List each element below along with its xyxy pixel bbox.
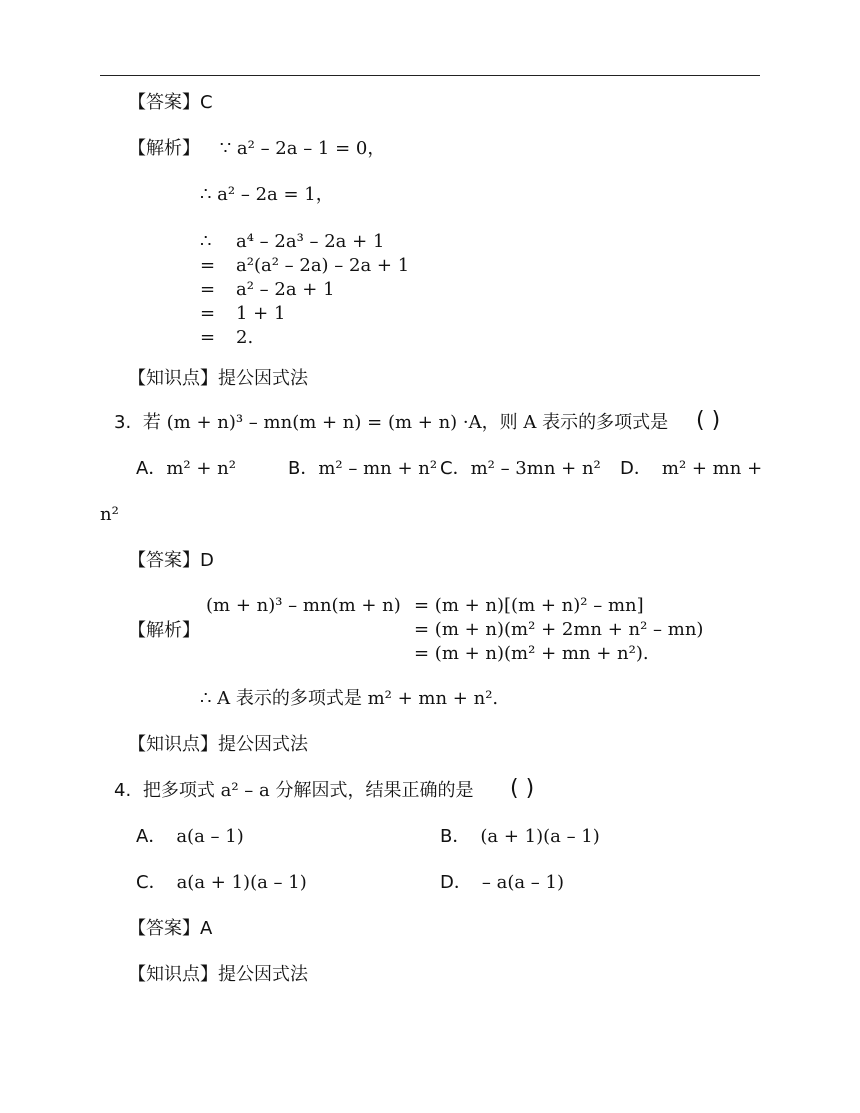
question-stem: 把多项式 a² – a 分解因式，结果正确的是 (142, 780, 474, 801)
chain-op: = (200, 255, 216, 276)
chain-expr: a⁴ – 2a³ – 2a + 1 (236, 231, 385, 252)
answer-label: 【答案】 (128, 92, 200, 113)
knowledge-value: 提公因式法 (218, 734, 308, 755)
q3-stem-row (114, 412, 668, 434)
q2-analysis-row (128, 138, 385, 160)
chain-op: ∴ (200, 231, 212, 252)
option-label: D． (440, 872, 472, 893)
q3-conclusion: ∴ A 表示的多项式是 m² + mn + n². (200, 688, 499, 709)
q3-option-c (440, 458, 601, 480)
analysis-line-1: ∵ a² – 2a – 1 = 0， (219, 138, 386, 159)
q4-option-d (440, 872, 564, 894)
answer-value: C (200, 92, 213, 113)
knowledge-label: 【知识点】 (128, 368, 218, 389)
option-label: C． (136, 872, 167, 893)
question-number: 4. (114, 780, 132, 801)
q4-option-a (136, 826, 244, 848)
q3-analysis-label: 【解析】 (128, 620, 200, 641)
knowledge-label: 【知识点】 (128, 734, 218, 755)
chain-expr: 1 + 1 (236, 303, 286, 324)
knowledge-value: 提公因式法 (218, 964, 308, 985)
option-label: B． (440, 826, 471, 847)
option-value: (a + 1)(a – 1) (480, 826, 600, 847)
eq-step: = (m + n)(m² + 2mn + n² – mn) (414, 619, 704, 640)
option-value: a(a – 1) (176, 826, 244, 847)
option-value: m² + mn + (661, 458, 763, 479)
q3-option-b (288, 458, 437, 480)
option-label: B． (288, 458, 319, 479)
eq-step: = (m + n)[(m + n)² – mn] (414, 595, 644, 616)
eq-step: = (m + n)(m² + mn + n²). (414, 643, 649, 664)
option-value: – a(a – 1) (481, 872, 564, 893)
chain-expr: a²(a² – 2a) – 2a + 1 (236, 255, 410, 276)
answer-value: A (200, 918, 213, 939)
answer-label: 【答案】 (128, 550, 200, 571)
analysis-label: 【解析】 (128, 138, 200, 159)
q2-chain-exprs (236, 230, 409, 350)
option-value: m² – mn + n² (318, 458, 438, 479)
chain-op: = (200, 327, 216, 348)
header-rule (100, 75, 760, 76)
option-value: m² – 3mn + n² (470, 458, 601, 479)
option-value: a(a + 1)(a – 1) (176, 872, 307, 893)
q2-answer-row (128, 92, 213, 114)
q3-knowledge-row (128, 734, 308, 756)
analysis-line-2: ∴ a² – 2a = 1， (200, 184, 334, 205)
q4-option-c (136, 872, 307, 894)
chain-expr: a² – 2a + 1 (236, 279, 335, 300)
q3-option-a (136, 458, 236, 480)
option-label: C． (440, 458, 471, 479)
q4-answer-row (128, 918, 212, 940)
chain-op: = (200, 279, 216, 300)
q4-knowledge-row (128, 964, 308, 986)
q2-knowledge-row (128, 368, 308, 390)
q4-option-b (440, 826, 600, 848)
answer-blank: ( ) (510, 776, 535, 801)
chain-op: = (200, 303, 216, 324)
q3-option-d (620, 458, 762, 480)
knowledge-value: 提公因式法 (218, 368, 308, 389)
option-label: A． (136, 826, 167, 847)
q3-eq-right (414, 594, 703, 666)
chain-expr: 2. (236, 327, 254, 348)
answer-label: 【答案】 (128, 918, 200, 939)
option-value: m² + n² (166, 458, 236, 479)
question-stem: 若 (m + n)³ – mn(m + n) = (m + n) ·A，则 A 表示的多项式是 (142, 412, 669, 433)
knowledge-label: 【知识点】 (128, 964, 218, 985)
q4-stem-row (114, 780, 474, 802)
q2-chain-ops (200, 230, 215, 350)
option-label: A． (136, 458, 167, 479)
q3-eq-left: (m + n)³ – mn(m + n) (206, 595, 401, 616)
option-label: D． (620, 458, 652, 479)
q3-answer-row (128, 550, 214, 572)
answer-value: D (200, 550, 214, 571)
q3-option-d-wrap: n² (100, 504, 119, 525)
question-number: 3. (114, 412, 132, 433)
answer-blank: ( ) (696, 408, 721, 433)
